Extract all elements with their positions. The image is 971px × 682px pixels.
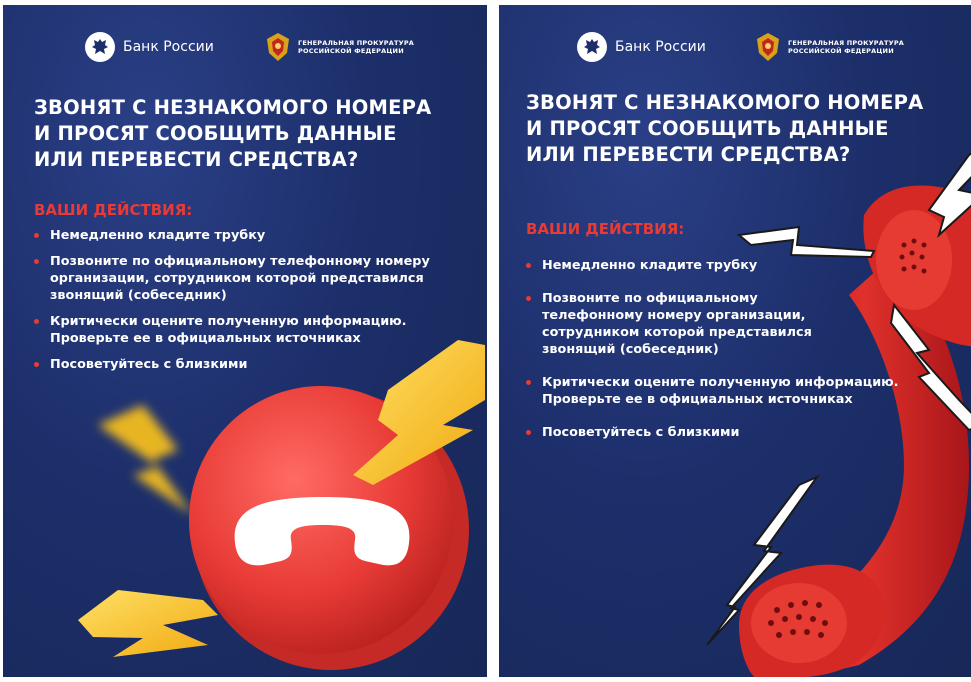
headline-line: ИЛИ ПЕРЕВЕСТИ СРЕДСТВА? bbox=[34, 148, 359, 171]
list-item bbox=[526, 290, 898, 358]
bullet-icon bbox=[34, 319, 39, 324]
list-item bbox=[526, 374, 898, 408]
poster-telephone-handset bbox=[499, 5, 971, 677]
gp-logo-line: РОССИЙСКОЙ ФЕДЕРАЦИИ bbox=[298, 47, 404, 55]
headline bbox=[34, 95, 474, 173]
item-line: организации, сотрудником которой представился bbox=[50, 271, 424, 286]
list-item bbox=[34, 227, 430, 244]
item-line: Немедленно кладите трубку bbox=[542, 258, 758, 273]
gp-logo-line: РОССИЙСКОЙ ФЕДЕРАЦИИ bbox=[788, 47, 894, 55]
list-item bbox=[34, 313, 430, 347]
item-line: Проверьте ее в официальных источниках bbox=[50, 331, 361, 346]
item-line: Критически оцените полученную информацию. bbox=[50, 314, 407, 329]
actions-list bbox=[526, 257, 898, 441]
list-item bbox=[526, 257, 898, 274]
item-line: Посоветуйтесь с близкими bbox=[50, 357, 248, 372]
bullet-icon bbox=[34, 259, 39, 264]
bullet-icon bbox=[34, 233, 39, 238]
blurred-lightning-icon bbox=[98, 405, 193, 515]
item-line: Немедленно кладите трубку bbox=[50, 228, 266, 243]
headline bbox=[526, 90, 966, 168]
headline-line: И ПРОСЯТ СООБЩИТЬ ДАННЫЕ bbox=[526, 117, 889, 140]
headline-line: ЗВОНЯТ С НЕЗНАКОМОГО НОМЕРА bbox=[34, 96, 432, 119]
item-line: звонящий (собеседник) bbox=[542, 342, 719, 357]
bank-of-russia-logo bbox=[577, 27, 706, 67]
item-line: телефонному номеру организации, bbox=[542, 308, 806, 323]
bank-name: Банк России bbox=[615, 39, 706, 55]
list-item bbox=[526, 424, 898, 441]
headline-line: ЗВОНЯТ С НЕЗНАКОМОГО НОМЕРА bbox=[526, 91, 924, 114]
bank-of-russia-logo bbox=[85, 27, 214, 67]
item-line: Критически оцените полученную информацию. bbox=[542, 375, 899, 390]
actions-list bbox=[34, 227, 430, 373]
bullet-icon bbox=[526, 263, 531, 268]
logos-row bbox=[499, 27, 971, 67]
list-item bbox=[34, 356, 430, 373]
logos-row bbox=[3, 27, 487, 67]
bullet-icon bbox=[526, 430, 531, 435]
list-item bbox=[34, 253, 430, 304]
item-line: Позвоните по официальному телефонному номеру bbox=[50, 254, 430, 269]
double-eagle-icon bbox=[85, 32, 115, 62]
headline-line: ИЛИ ПЕРЕВЕСТИ СРЕДСТВА? bbox=[526, 143, 851, 166]
item-line: Проверьте ее в официальных источниках bbox=[542, 392, 853, 407]
lightning-bottom-left-icon bbox=[78, 590, 218, 657]
headline-line: И ПРОСЯТ СООБЩИТЬ ДАННЫЕ bbox=[34, 122, 397, 145]
item-line: Позвоните по официальному bbox=[542, 291, 758, 306]
double-eagle-icon bbox=[577, 32, 607, 62]
item-line: сотрудником которой представился bbox=[542, 325, 812, 340]
item-line: Посоветуйтесь с близкими bbox=[542, 425, 740, 440]
prosecutor-emblem-icon bbox=[755, 31, 781, 63]
poster-hang-up-button bbox=[3, 5, 487, 677]
bullet-icon bbox=[526, 296, 531, 301]
gp-logo-line: ГЕНЕРАЛЬНАЯ ПРОКУРАТУРА bbox=[298, 39, 415, 47]
prosecutor-general-logo bbox=[265, 27, 414, 67]
prosecutor-emblem-icon bbox=[265, 31, 291, 63]
actions-title: ВАШИ ДЕЙСТВИЯ: bbox=[34, 201, 193, 219]
bank-name: Банк России bbox=[123, 39, 214, 55]
bullet-icon bbox=[526, 380, 531, 385]
bullet-icon bbox=[34, 362, 39, 367]
item-line: звонящий (собеседник) bbox=[50, 288, 227, 303]
gp-logo-line: ГЕНЕРАЛЬНАЯ ПРОКУРАТУРА bbox=[788, 39, 905, 47]
actions-title: ВАШИ ДЕЙСТВИЯ: bbox=[526, 220, 685, 238]
mouthpiece-face-icon bbox=[751, 583, 847, 663]
prosecutor-general-logo bbox=[755, 27, 904, 67]
